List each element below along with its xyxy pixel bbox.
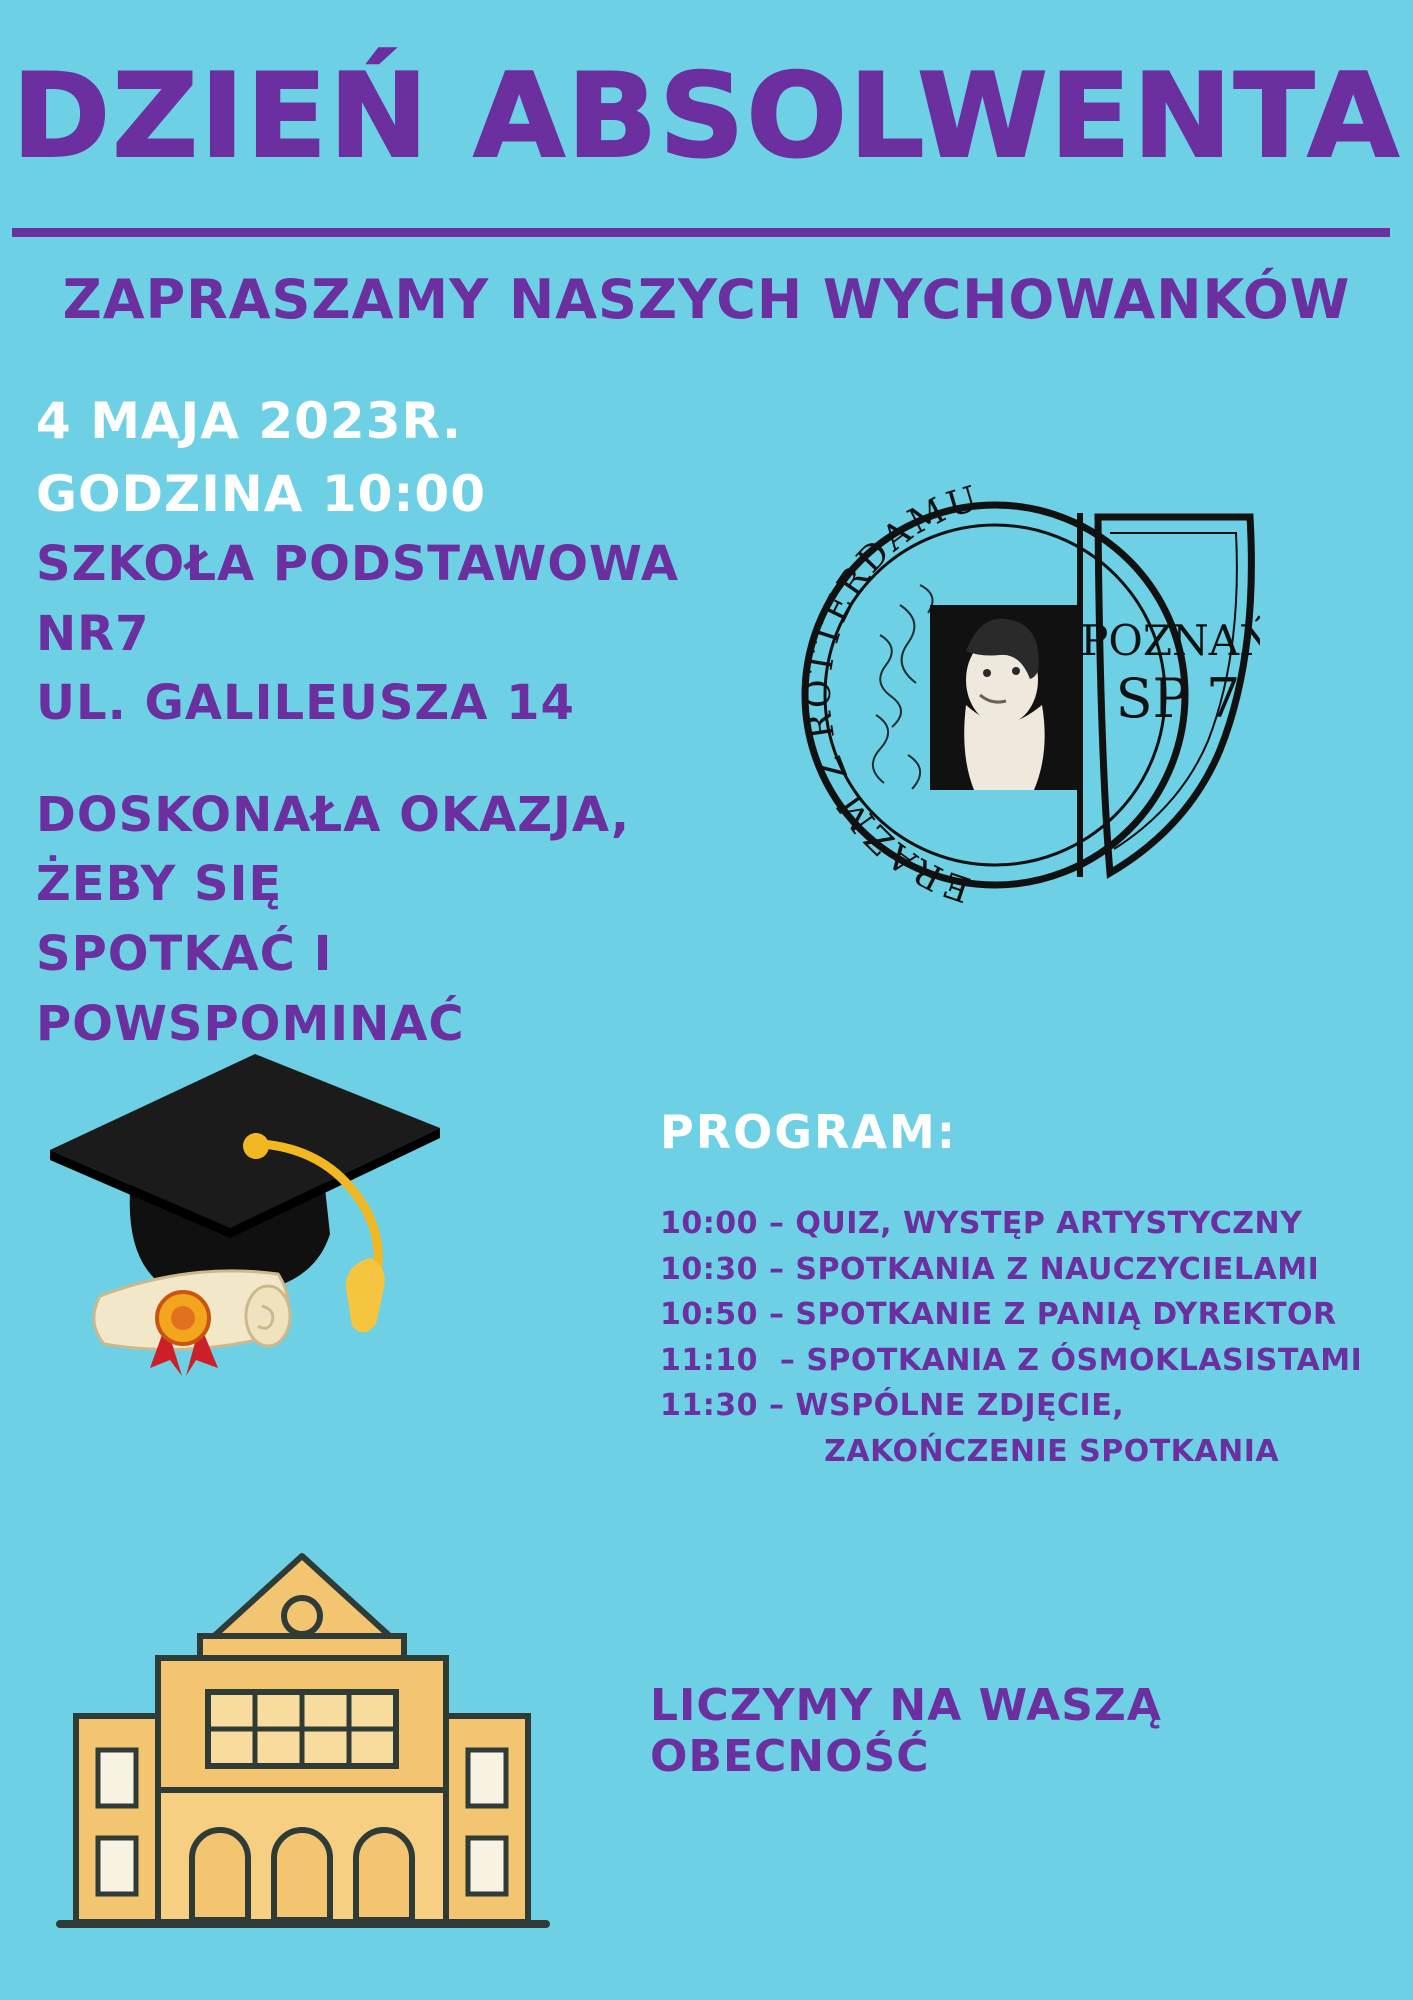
program-heading: PROGRAM: xyxy=(660,1105,958,1159)
event-details xyxy=(36,385,736,1059)
program-item: 10:30 – SPOTKANIA Z NAUCZYCIELAMI xyxy=(660,1251,1320,1287)
program-item: 11:10 – SPOTKANIA Z ÓSMOKLASISTAMI xyxy=(660,1342,1363,1378)
program-section xyxy=(660,1105,1363,1475)
program-item: ZAKOŃCZENIE SPOTKANIA xyxy=(660,1433,1280,1469)
school-building-illustration xyxy=(40,1520,640,1960)
title-underline-divider xyxy=(12,228,1390,237)
event-time: GODZINA 10:00 xyxy=(36,464,487,523)
event-date: 4 MAJA 2023R. xyxy=(36,392,462,450)
program-item: 10:00 – QUIZ, WYSTĘP ARTYSTYCZNY xyxy=(660,1206,1303,1241)
event-address: UL. GALILEUSZA 14 xyxy=(36,675,575,732)
crest-shield-school: SP 7 xyxy=(1115,667,1241,730)
event-note-line-2: SPOTKAĆ I POWSPOMINAĆ xyxy=(36,925,465,1052)
event-note-line-1: DOSKONAŁA OKAZJA, ŻEBY SIĘ xyxy=(36,786,631,913)
event-school-name: SZKOŁA PODSTAWOWA NR7 xyxy=(36,536,679,662)
footer-text: LICZYMY NA WASZĄ OBECNOŚĆ xyxy=(650,1680,1162,1782)
program-item: 11:30 – WSPÓLNE ZDJĘCIE, xyxy=(660,1388,1125,1424)
page-subtitle: ZAPRASZAMY NASZYCH WYCHOWANKÓW xyxy=(62,268,1351,331)
page-title: DZIEŃ ABSOLWENTA xyxy=(12,49,1401,184)
graduation-cap-illustration xyxy=(40,1020,500,1390)
program-item: 10:50 – SPOTKANIE Z PANIĄ DYREKTOR xyxy=(660,1297,1337,1333)
crest-ring-text: ERAZM Z ROTTERDAMU xyxy=(798,478,985,909)
school-crest-logo xyxy=(780,455,1260,935)
crest-shield-city: POZNAŃ xyxy=(1080,616,1260,665)
info-spacer xyxy=(36,739,736,781)
